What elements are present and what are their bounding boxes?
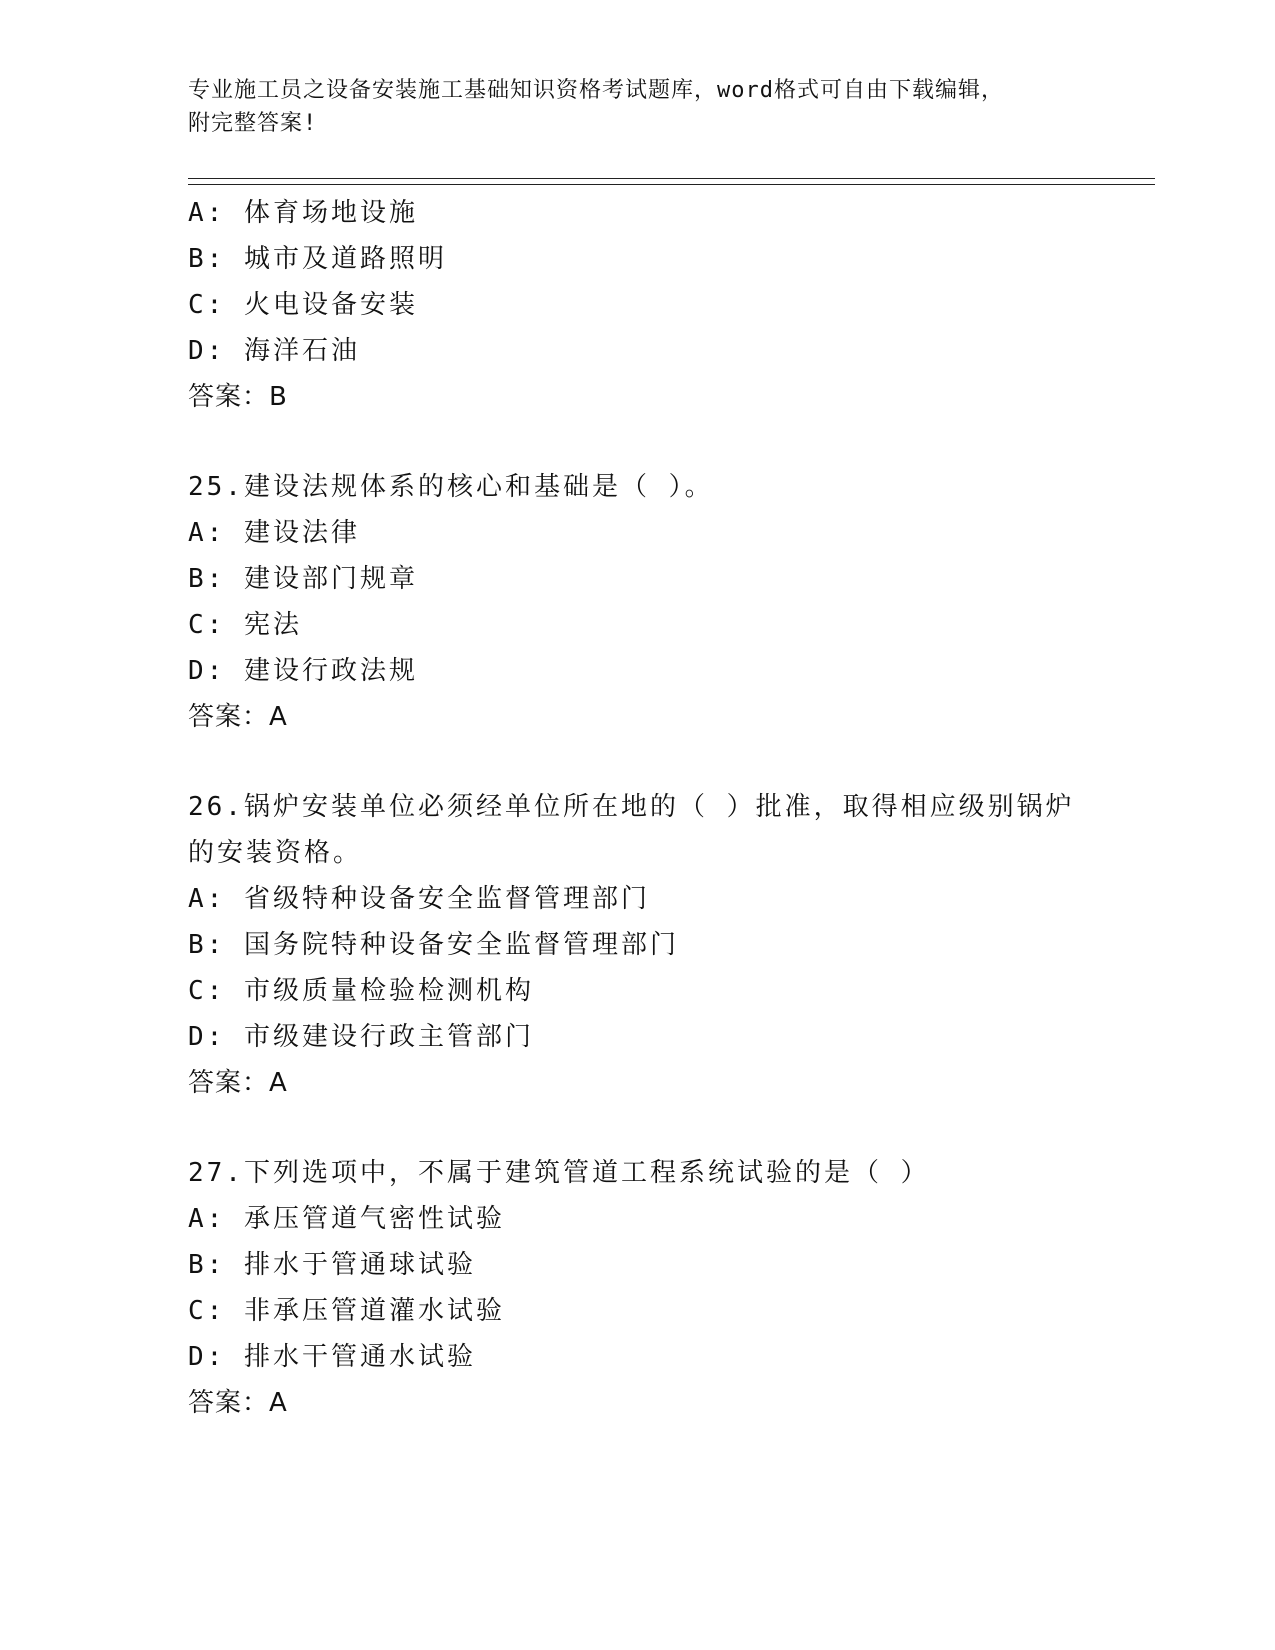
- option-d: D: 排水干管通水试验: [188, 1342, 476, 1372]
- option-d: D: 建设行政法规: [188, 656, 418, 686]
- document-header: [188, 74, 1068, 140]
- option-d: D: 海洋石油: [188, 336, 360, 366]
- option-a: A: 体育场地设施: [188, 198, 418, 228]
- question-list: [188, 190, 1088, 1426]
- option-a: A: 承压管道气密性试验: [188, 1204, 505, 1234]
- option-b: B: 建设部门规章: [188, 564, 418, 594]
- answer-line: 答案：B: [188, 382, 288, 412]
- option-b: B: 排水于管通球试验: [188, 1250, 476, 1280]
- question-text: 27.下列选项中，不属于建筑管道工程系统试验的是（ ）: [188, 1158, 930, 1188]
- header-line-1: 专业施工员之设备安装施工基础知识资格考试题库，word格式可自由下载编辑，: [188, 78, 1004, 103]
- question-block-26: [188, 784, 1088, 1106]
- option-b: B: 城市及道路照明: [188, 244, 447, 274]
- answer-line: 答案：A: [188, 1388, 288, 1418]
- option-c: C: 非承压管道灌水试验: [188, 1296, 505, 1326]
- answer-line: 答案：A: [188, 1068, 288, 1098]
- option-b: B: 国务院特种设备安全监督管理部门: [188, 930, 679, 960]
- option-a: A: 建设法律: [188, 518, 360, 548]
- question-text: 25.建设法规体系的核心和基础是（ ）。: [188, 472, 714, 502]
- question-text: 26.锅炉安装单位必须经单位所在地的（ ）批准，取得相应级别锅炉的安装资格。: [188, 792, 1075, 868]
- question-block-24: [188, 190, 1088, 420]
- header-divider: [188, 178, 1155, 185]
- option-c: C: 火电设备安装: [188, 290, 418, 320]
- answer-line: 答案：A: [188, 702, 288, 732]
- question-block-25: [188, 464, 1088, 740]
- option-a: A: 省级特种设备安全监督管理部门: [188, 884, 650, 914]
- option-c: C: 宪法: [188, 610, 302, 640]
- question-block-27: [188, 1150, 1088, 1426]
- option-c: C: 市级质量检验检测机构: [188, 976, 534, 1006]
- header-line-2: 附完整答案!: [188, 111, 318, 136]
- option-d: D: 市级建设行政主管部门: [188, 1022, 534, 1052]
